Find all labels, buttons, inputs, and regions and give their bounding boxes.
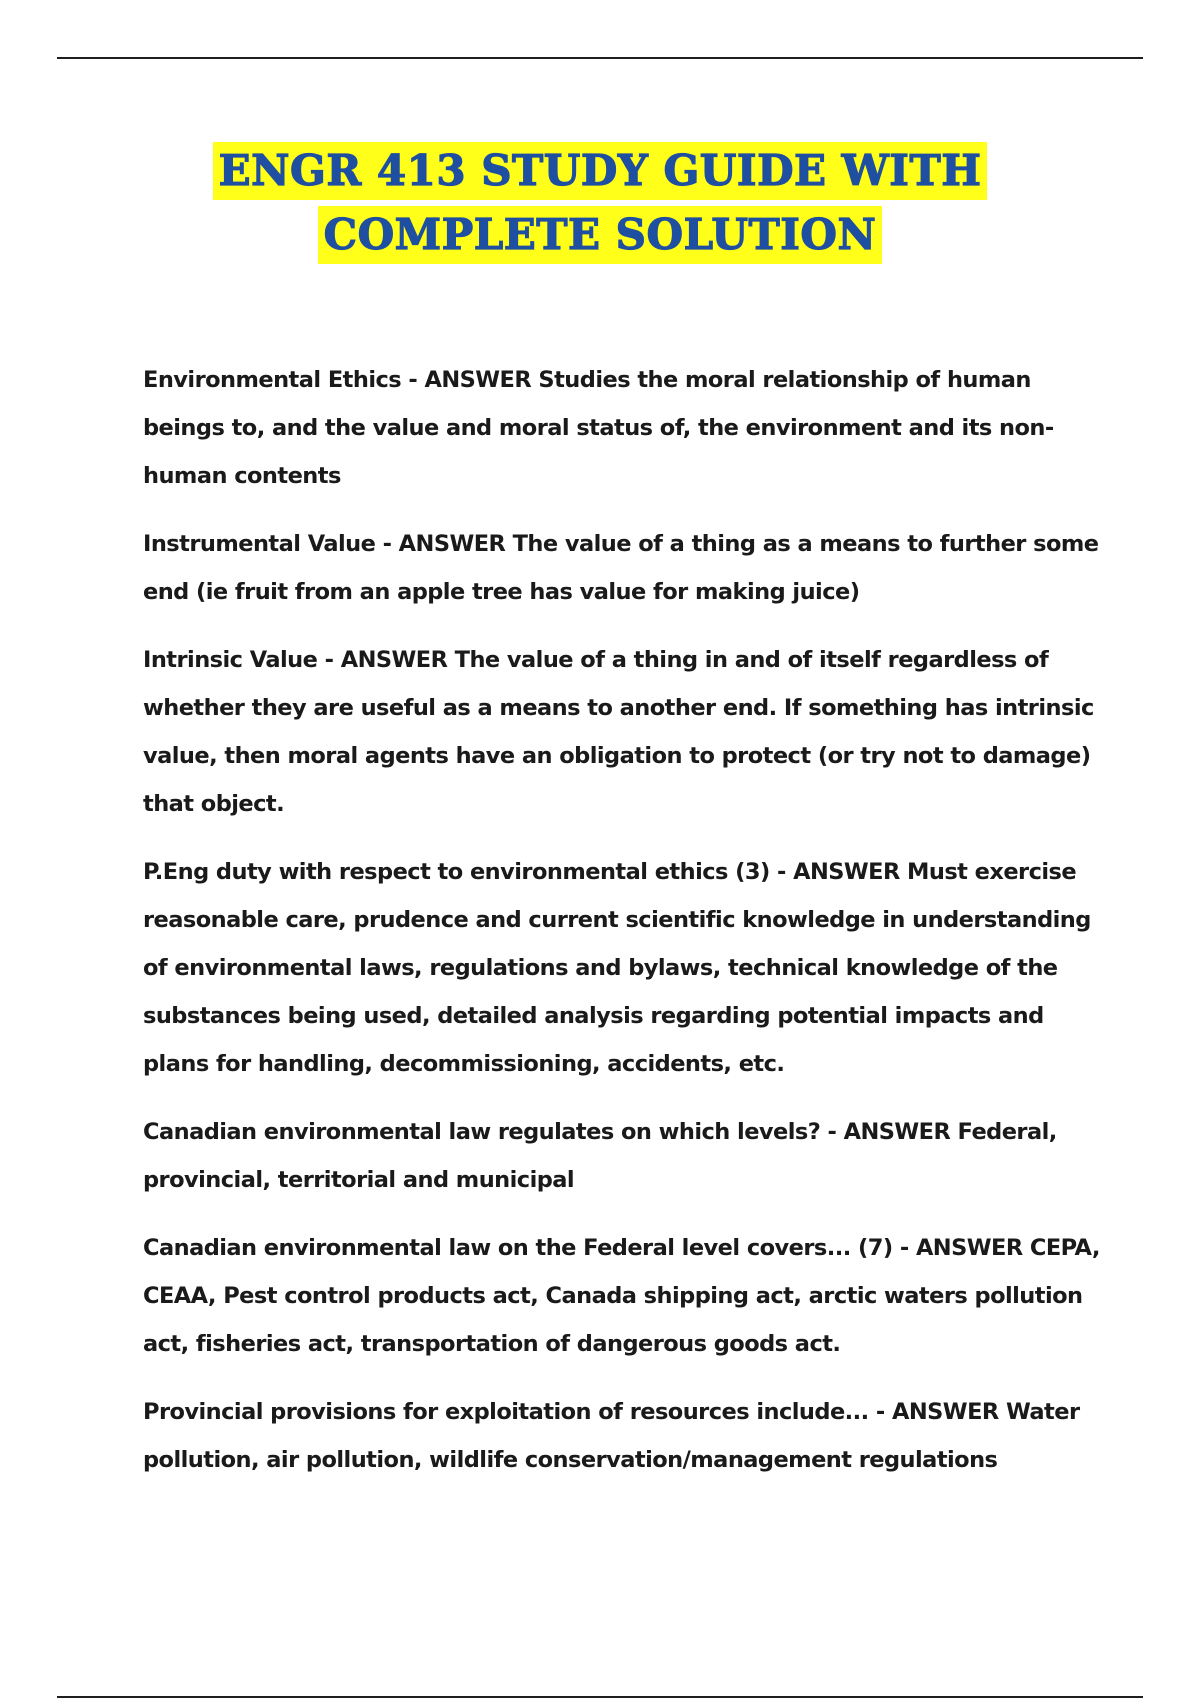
qa-entry: Canadian environmental law on the Federal level covers... (7) - ANSWER CEPA, CEAA, Pest control products act, Canada shipping act, arctic waters pollution act, fisheries act, transportation of dangerous goods act. [143,1235,1100,1357]
qa-entry: Intrinsic Value - ANSWER The value of a thing in and of itself regardless of whether they are useful as a means to another end. If something has intrinsic value, then moral agents have an obligation to protect (or try not to damage) that object. [143,647,1094,817]
top-rule [57,57,1143,59]
qa-entry: P.Eng duty with respect to environmental ethics (3) - ANSWER Must exercise reasonable care, prudence and current scientific knowledge in understanding of environmental laws, regulations and bylaws, technical knowledge of the substances being used, detailed analysis regarding potential impacts and plans for handling, decommissioning, accidents, etc. [143,859,1091,1077]
qa-entry: Canadian environmental law regulates on which levels? - ANSWER Federal, provincial, territorial and municipal [143,1119,1057,1193]
document-title [0,142,1200,264]
qa-entry: Instrumental Value - ANSWER The value of a thing as a means to further some end (ie fruit from an apple tree has value for making juice) [143,531,1099,605]
title-line-1: ENGR 413 STUDY GUIDE WITH [213,142,988,200]
title-line-2: COMPLETE SOLUTION [318,206,883,264]
qa-entry: Provincial provisions for exploitation of resources include... - ANSWER Water pollution, air pollution, wildlife conservation/management regulations [143,1399,1080,1473]
qa-list [143,356,1103,1504]
bottom-rule [57,1696,1143,1698]
qa-entry: Environmental Ethics - ANSWER Studies the moral relationship of human beings to, and the value and moral status of, the environment and its non-human contents [143,367,1054,489]
